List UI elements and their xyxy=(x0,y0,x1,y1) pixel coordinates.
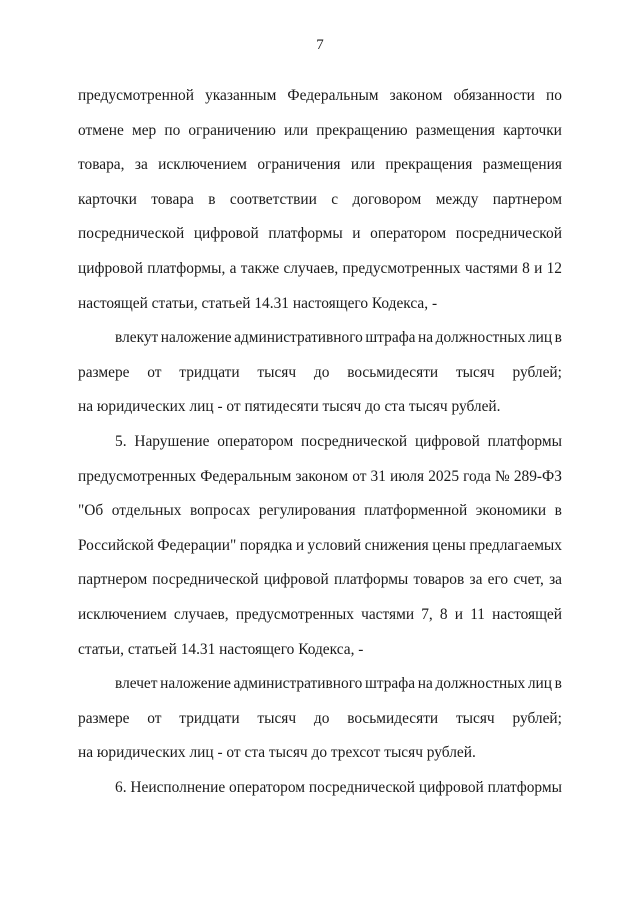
word: июля xyxy=(390,467,425,485)
word: товара xyxy=(151,190,194,208)
word: цифровой xyxy=(418,778,484,796)
word: платформы xyxy=(333,571,409,589)
text-line xyxy=(78,217,562,252)
word: по xyxy=(164,121,181,139)
word: исключением xyxy=(78,605,167,623)
text-line xyxy=(78,79,562,114)
text-line: на юридических лиц - от ста тысяч до трехсот тысяч рублей. xyxy=(78,744,476,762)
word: платформы xyxy=(487,778,562,796)
word: цифровой xyxy=(193,225,259,243)
word: до xyxy=(313,363,330,381)
word: партнером xyxy=(492,190,562,208)
word: административного xyxy=(234,329,363,347)
word: от xyxy=(352,467,367,485)
word: 5. xyxy=(115,432,127,450)
word: 12 xyxy=(546,259,562,277)
word: в xyxy=(554,502,562,520)
text-line xyxy=(78,321,562,356)
text-line xyxy=(78,460,562,495)
word: счет, xyxy=(513,571,544,589)
word: размере xyxy=(78,709,130,727)
word: посреднической xyxy=(455,225,562,243)
word: и xyxy=(454,605,464,623)
text-line: настоящей статьи, статьей 14.31 настоящего Кодекса, - xyxy=(78,294,438,312)
word: в xyxy=(208,190,216,208)
word: отмене xyxy=(78,121,124,139)
text-line xyxy=(78,667,562,702)
word: порядка xyxy=(239,536,293,554)
word: Федеральным xyxy=(287,87,379,104)
word: прекращения xyxy=(385,156,473,174)
word: исключением xyxy=(158,156,247,174)
word: влечет xyxy=(115,675,158,693)
word: Российской xyxy=(78,536,154,554)
word: посреднической xyxy=(152,571,259,589)
word: Федерации" xyxy=(157,536,237,554)
word: оператором xyxy=(229,778,305,796)
word: восьмидесяти xyxy=(347,709,439,727)
word: карточки xyxy=(503,121,562,139)
word: оператором xyxy=(370,225,447,243)
word: 7, xyxy=(421,605,433,623)
word: товара, xyxy=(78,156,125,174)
word: регулирования xyxy=(258,502,356,520)
word: снижения xyxy=(364,536,429,554)
word: соответствии xyxy=(229,190,317,208)
word: также xyxy=(240,259,280,277)
document-body xyxy=(78,79,562,805)
word: Нарушение xyxy=(134,432,210,450)
text-line xyxy=(78,114,562,149)
word: платформы xyxy=(487,432,562,450)
word: 289-ФЗ xyxy=(513,467,562,485)
word: 11 xyxy=(470,605,486,623)
word: тысяч xyxy=(455,709,495,727)
word: за xyxy=(134,156,148,174)
text-line xyxy=(78,252,562,287)
word: лиц xyxy=(527,675,553,693)
word: цифровой xyxy=(414,432,480,450)
word: экономики xyxy=(475,502,547,520)
word: или xyxy=(350,156,375,174)
word: случаев, xyxy=(173,605,229,623)
word: размещения xyxy=(415,121,495,139)
word: влекут xyxy=(115,329,159,347)
word: и xyxy=(534,259,543,277)
word: карточки xyxy=(78,190,137,208)
word: платформы xyxy=(268,225,343,243)
word: и xyxy=(295,536,305,554)
word: № xyxy=(495,467,510,485)
word: должностных xyxy=(435,329,526,347)
word: 2025 xyxy=(428,467,460,485)
word: указанным xyxy=(205,87,277,104)
word: 8 xyxy=(522,259,530,277)
word: условий xyxy=(307,536,362,554)
word: от xyxy=(147,709,162,727)
word: тридцати xyxy=(179,709,240,727)
text-line: на юридических лиц - от пятидесяти тысяч до ста тысяч рублей. xyxy=(78,398,501,416)
word: партнером xyxy=(78,571,148,589)
word: "Об xyxy=(78,502,104,520)
text-line xyxy=(78,183,562,218)
text-line xyxy=(78,771,562,806)
word: тридцати xyxy=(179,363,240,381)
word: предусмотренных xyxy=(78,467,197,485)
word: восьмидесяти xyxy=(347,363,439,381)
word: административного xyxy=(233,675,363,693)
word: Федеральным xyxy=(200,467,292,485)
text-line xyxy=(78,598,562,633)
text-line: статьи, статьей 14.31 настоящего Кодекса, - xyxy=(78,640,364,658)
word: законом xyxy=(295,467,349,485)
text-line xyxy=(78,529,562,564)
page-number: 7 xyxy=(316,37,324,53)
word: предлагаемых xyxy=(469,536,562,554)
word: тысяч xyxy=(257,363,297,381)
word: посреднической xyxy=(78,225,185,243)
word: отдельных xyxy=(111,502,182,520)
word: за xyxy=(469,571,483,589)
word: от xyxy=(147,363,162,381)
word: на xyxy=(417,675,433,693)
word: платформенной xyxy=(364,502,468,520)
word: тысяч xyxy=(455,363,495,381)
word: штрафа xyxy=(365,329,416,347)
word: Неисполнение xyxy=(130,778,226,796)
word: за xyxy=(549,571,562,589)
word: наложение xyxy=(160,675,231,693)
word: законом xyxy=(389,87,443,104)
text-line xyxy=(78,148,562,183)
word: цифровой xyxy=(78,259,143,277)
word: 6. xyxy=(115,778,127,796)
word: лиц xyxy=(527,329,553,347)
word: настоящей xyxy=(492,605,562,623)
word: посреднической xyxy=(300,432,408,450)
word: в xyxy=(554,675,562,693)
word: товаров xyxy=(413,571,465,589)
word: или xyxy=(284,121,309,139)
word: на xyxy=(418,329,434,347)
word: должностных xyxy=(435,675,526,693)
word: с xyxy=(331,190,339,208)
word: до xyxy=(313,709,330,727)
word: в xyxy=(554,329,562,347)
word: 31 xyxy=(370,467,386,485)
word: оператором xyxy=(217,432,294,450)
word: частями xyxy=(464,259,518,277)
word: мер xyxy=(131,121,157,139)
word: платформы, xyxy=(147,259,226,277)
word: вопросах xyxy=(189,502,251,520)
word: размещения xyxy=(482,156,562,174)
word: случаев, xyxy=(283,259,339,277)
word: его xyxy=(487,571,509,589)
text-line xyxy=(78,494,562,529)
word: рублей; xyxy=(512,709,562,727)
word: цены xyxy=(432,536,466,554)
word: тысяч xyxy=(257,709,297,727)
word: обязанности xyxy=(453,87,535,104)
word: предусмотренной xyxy=(78,87,194,104)
word: между xyxy=(435,190,479,208)
word: года xyxy=(463,467,491,485)
word: посреднической xyxy=(308,778,416,796)
word: а xyxy=(229,259,237,277)
word: предусмотренных xyxy=(342,259,461,277)
word: предусмотренных xyxy=(235,605,354,623)
text-line xyxy=(78,425,562,460)
word: наложение xyxy=(160,329,232,347)
word: прекращению xyxy=(316,121,408,139)
word: размере xyxy=(78,363,130,381)
word: и xyxy=(352,225,361,243)
word: ограничению xyxy=(188,121,276,139)
text-line xyxy=(78,356,562,391)
word: 8 xyxy=(439,605,448,623)
text-line xyxy=(78,563,562,598)
word: штрафа xyxy=(364,675,416,693)
word: договором xyxy=(352,190,422,208)
word: рублей; xyxy=(512,363,562,381)
word: по xyxy=(546,87,562,104)
word: цифровой xyxy=(263,571,329,589)
word: частями xyxy=(361,605,415,623)
word: ограничения xyxy=(257,156,341,174)
text-line xyxy=(78,702,562,737)
